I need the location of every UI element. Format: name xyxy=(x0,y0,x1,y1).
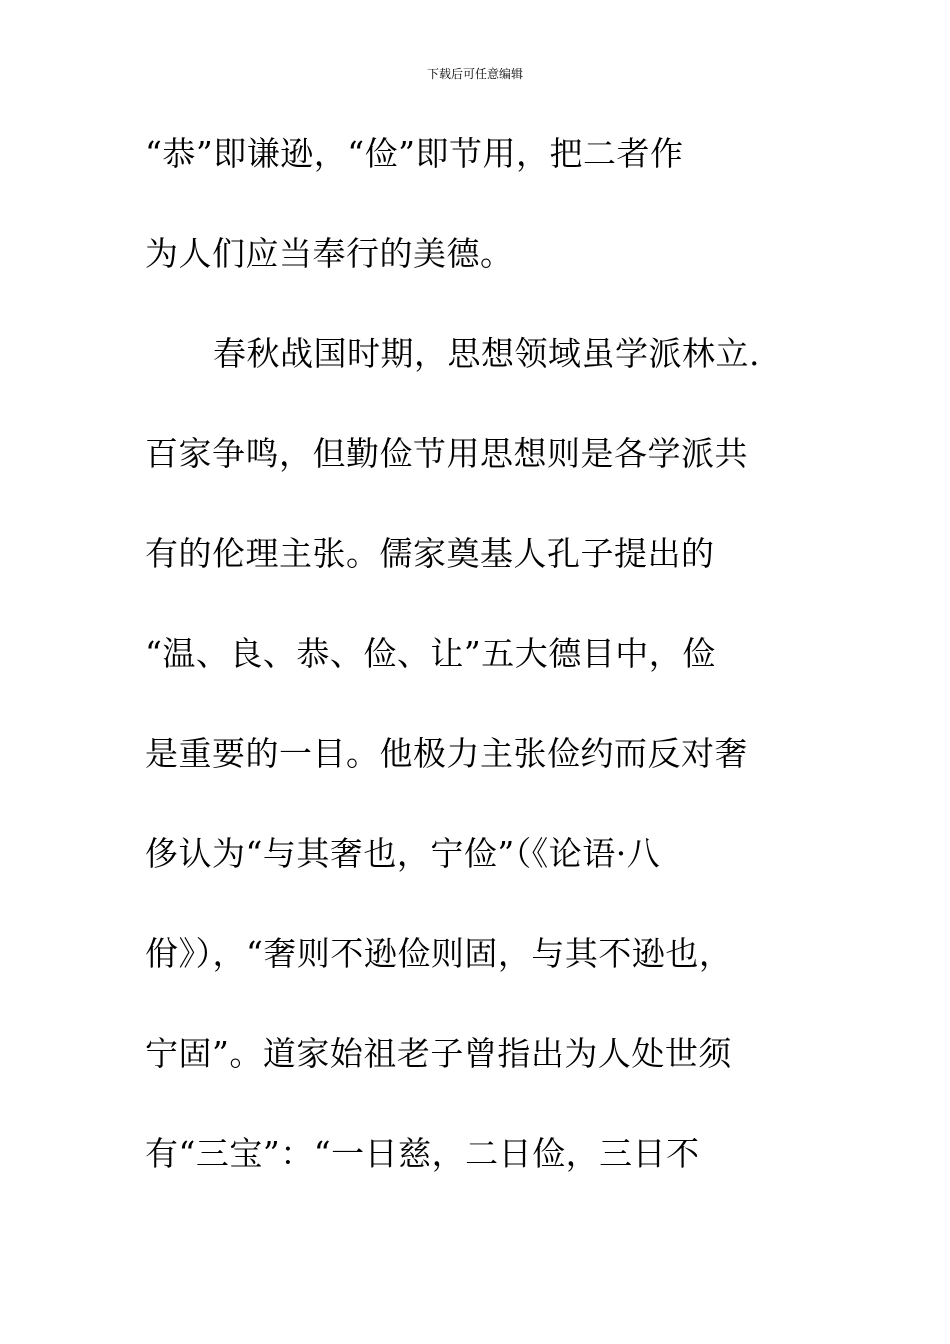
text-line: 侈认为“与其奢也，宁俭”（《论语·八 xyxy=(145,834,661,873)
text-line: 是重要的一目。他极力主张俭约而反对奢 xyxy=(145,734,748,773)
text-line: “温、良、恭、俭、让”五大德目中，俭 xyxy=(145,634,716,673)
text-line: 有的伦理主张。儒家奠基人孔子提出的 xyxy=(145,534,715,573)
text-line: 有“三宝”：“一日慈，二日俭，三日不 xyxy=(145,1134,700,1173)
document-body xyxy=(145,126,805,1226)
text-line: 佾》），“奢则不逊俭则固，与其不逊也， xyxy=(145,934,733,973)
download-note: 下载后可任意编辑 xyxy=(426,67,523,81)
text-line: 为人们应当奉行的美德。 xyxy=(145,234,514,273)
text-line: 百家争鸣，但勤俭节用思想则是各学派共 xyxy=(145,434,748,473)
paragraph-start-line: 春秋战国时期，思想领域虽学派林立. xyxy=(213,334,760,373)
text-line: “恭”即谦逊，“俭”即节用，把二者作 xyxy=(145,134,684,173)
text-line: 宁固”。道家始祖老子曾指出为人处世须 xyxy=(145,1034,732,1073)
